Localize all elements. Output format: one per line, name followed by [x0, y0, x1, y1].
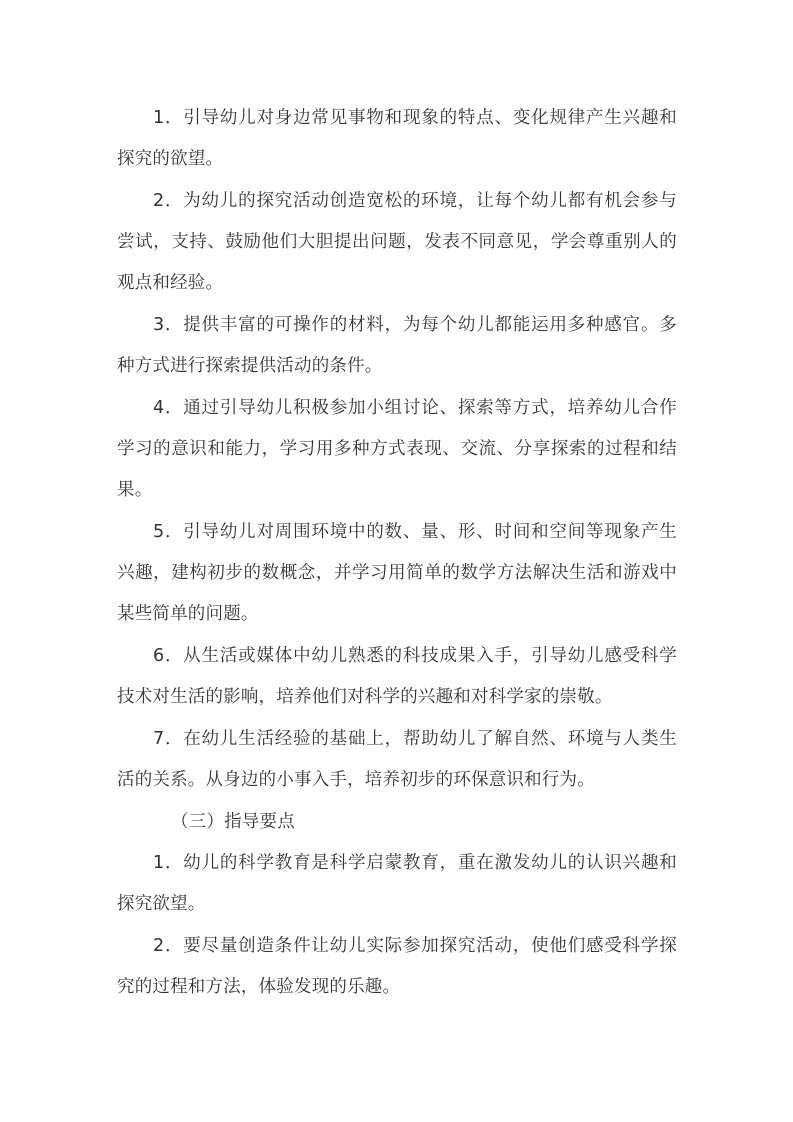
guidance-paragraph-2: 2．要尽量创造条件让幼儿实际参加探究活动，使他们感受科学探究的过程和方法，体验发现的乐趣。	[117, 936, 677, 997]
guidance-paragraph-1: 1．幼儿的科学教育是科学启蒙教育，重在激发幼儿的认识兴趣和探究欲望。	[117, 853, 677, 914]
goal-paragraph-7: 7．在幼儿生活经验的基础上，帮助幼儿了解自然、环境与人类生活的关系。从身边的小事入手，培养初步的环保意识和行为。	[117, 729, 677, 790]
goal-paragraph-2: 2．为幼儿的探究活动创造宽松的环境，让每个幼儿都有机会参与尝试，支持、鼓励他们大胆提出问题，发表不同意见，学会尊重别人的观点和经验。	[117, 191, 677, 293]
section-heading: （三）指导要点	[171, 812, 295, 832]
goal-paragraph-1: 1．引导幼儿对身边常见事物和现象的特点、变化规律产生兴趣和探究的欲望。	[117, 108, 677, 169]
goal-paragraph-4: 4．通过引导幼儿积极参加小组讨论、探索等方式，培养幼儿合作学习的意识和能力，学习用多种方式表现、交流、分享探索的过程和结果。	[117, 398, 677, 500]
goal-paragraph-3: 3．提供丰富的可操作的材料，为每个幼儿都能运用多种感官。多种方式进行探索提供活动的条件。	[117, 315, 677, 376]
goal-paragraph-6: 6．从生活或媒体中幼儿熟悉的科技成果入手，引导幼儿感受科学技术对生活的影响，培养他们对科学的兴趣和对科学家的崇敬。	[117, 646, 677, 707]
goal-paragraph-5: 5．引导幼儿对周围环境中的数、量、形、时间和空间等现象产生兴趣，建构初步的数概念，并学习用简单的数学方法解决生活和游戏中某些简单的问题。	[117, 522, 677, 624]
